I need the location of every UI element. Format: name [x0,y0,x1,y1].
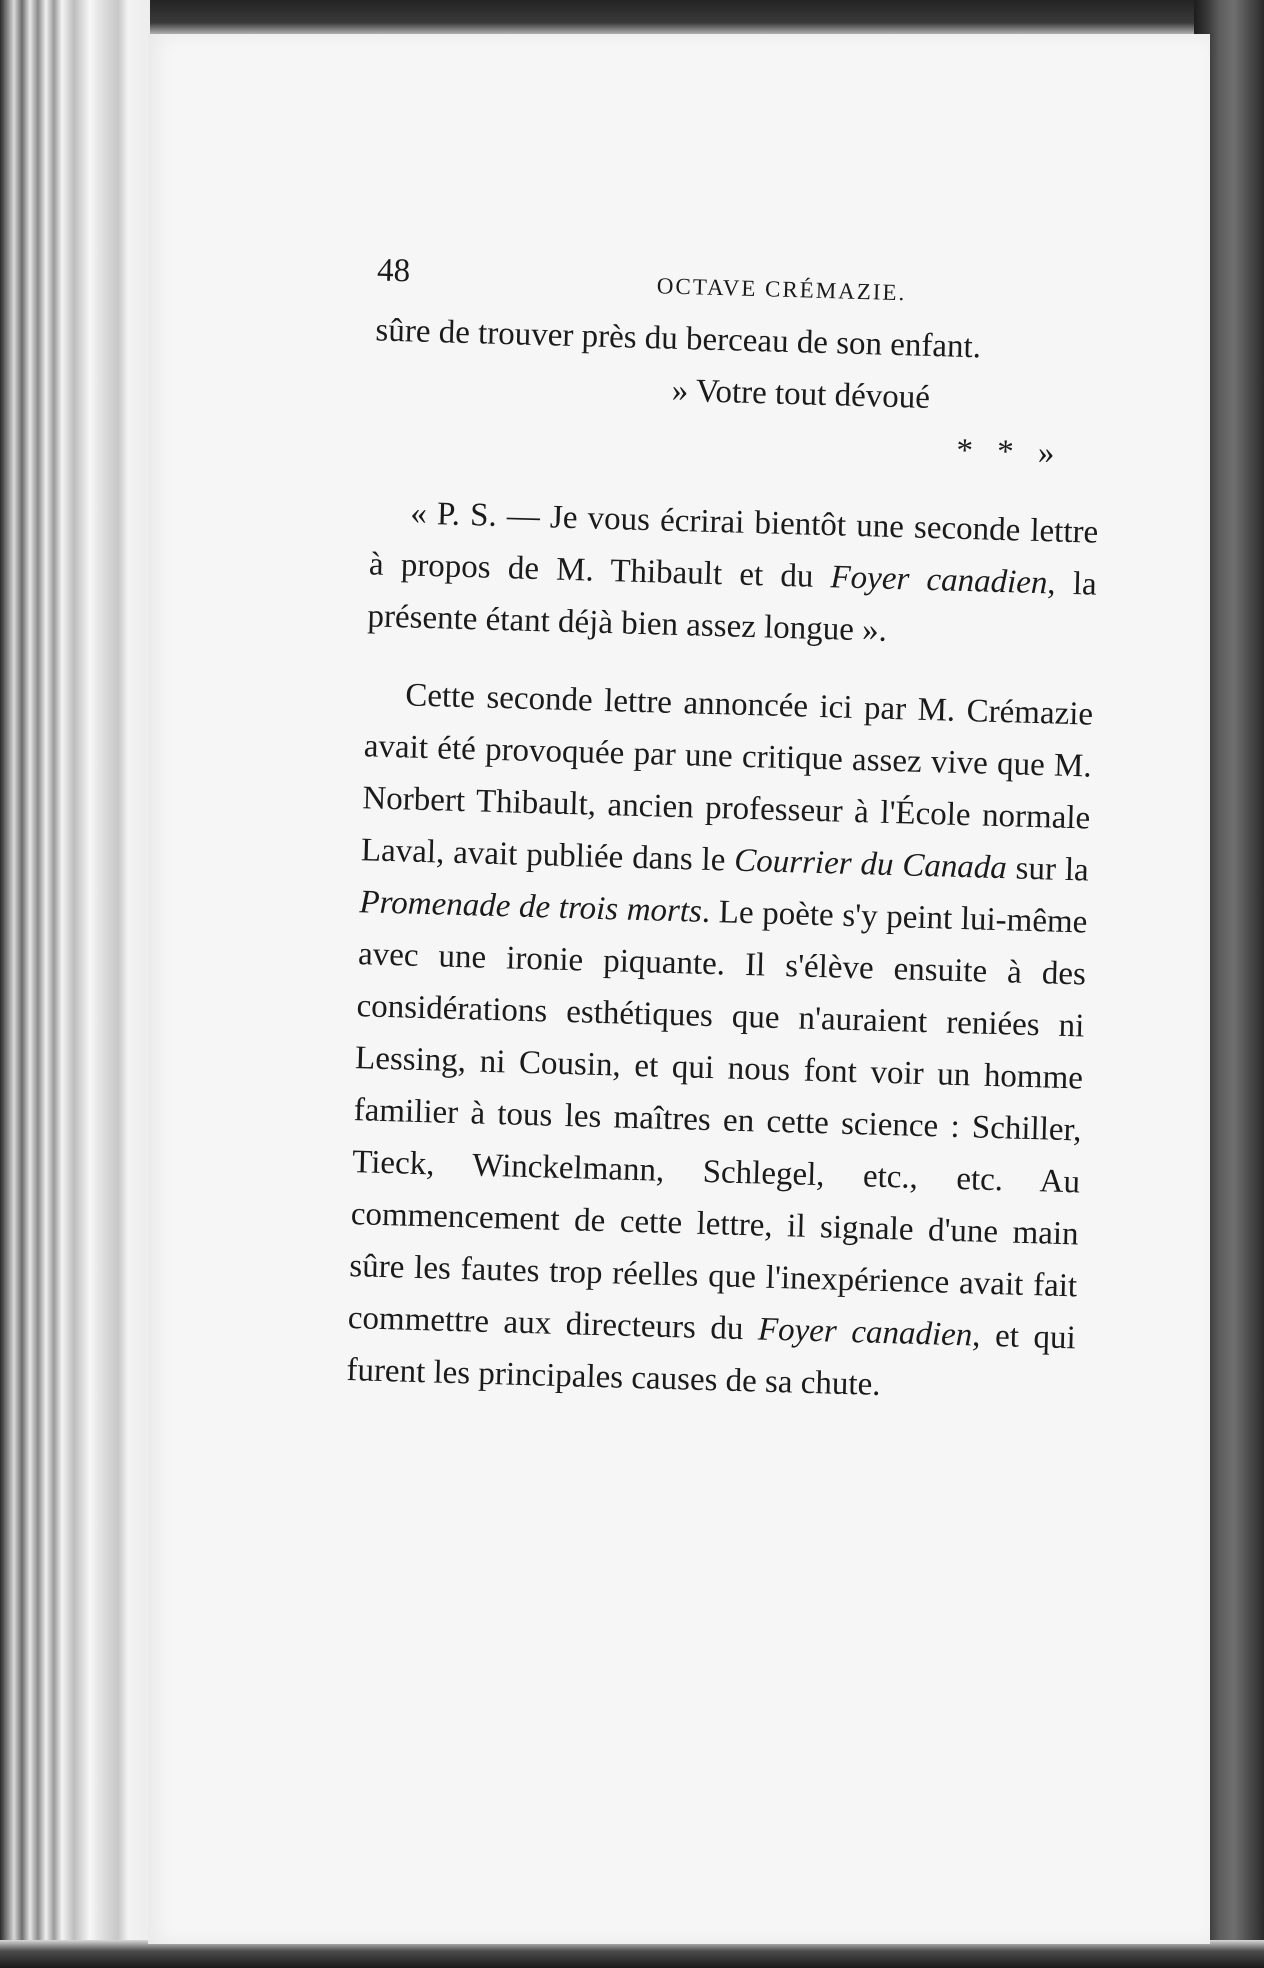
body-italic-courrier: Courrier du Canada [733,842,1008,887]
body-italic-foyer: Foyer canadien [757,1311,973,1354]
body-text-2: sur la [1006,850,1090,889]
body-text-4: , et qui furent les principales causes de sa chute. [345,1317,1077,1403]
letter-continuation: sûre de trouver près du berceau de son enfant. [375,312,982,366]
body-text-3: . Le poète s'y peint lui-même avec une ironie piquante. Il s'élève ensuite à des considérations esthétiques que n'auraient reniées ni Lessing, ni Cousin, et qui nous font voir un homme familier à tous les maîtres en cette science : Schiller, Tieck, Winckelmann, Schlegel, etc., etc. Au commencement de cette lettre, il signale d'une main sûre les fautes trop réelles que l'inexpérience avait fait commettre aux directeurs du [347,893,1088,1348]
letter-closing: » Votre tout dévoué [671,372,931,416]
body-paragraph [346,668,1094,1416]
postscript-italic-title: Foyer canadien [830,559,1048,602]
body-italic-promenade: Promenade de trois morts [359,884,703,930]
page-number: 48 [376,252,411,290]
running-head: OCTAVE CRÉMAZIE. [656,273,907,306]
page-content [186,240,1102,1416]
page-edge-bottom [0,1940,1264,1968]
postscript-paragraph [367,486,1099,662]
page-edge-top [0,0,1264,38]
postscript-text-2: , la présente étant déjà bien assez longue ». [367,565,1098,649]
postscript-text-1: « P. S. — Je vous écrirai bientôt une seconde lettre à propos de M. Thibault et du [368,495,1099,596]
letter-signature: * * » [955,432,1063,472]
book-gutter-left [0,0,150,1968]
body-text-1: Cette seconde lettre annoncée ici par M. Crémazie avait été provoquée par une critique assez vive que M. Norbert Thibault, ancien professeur à l'École normale Laval, avait publiée dans le [360,677,1094,879]
